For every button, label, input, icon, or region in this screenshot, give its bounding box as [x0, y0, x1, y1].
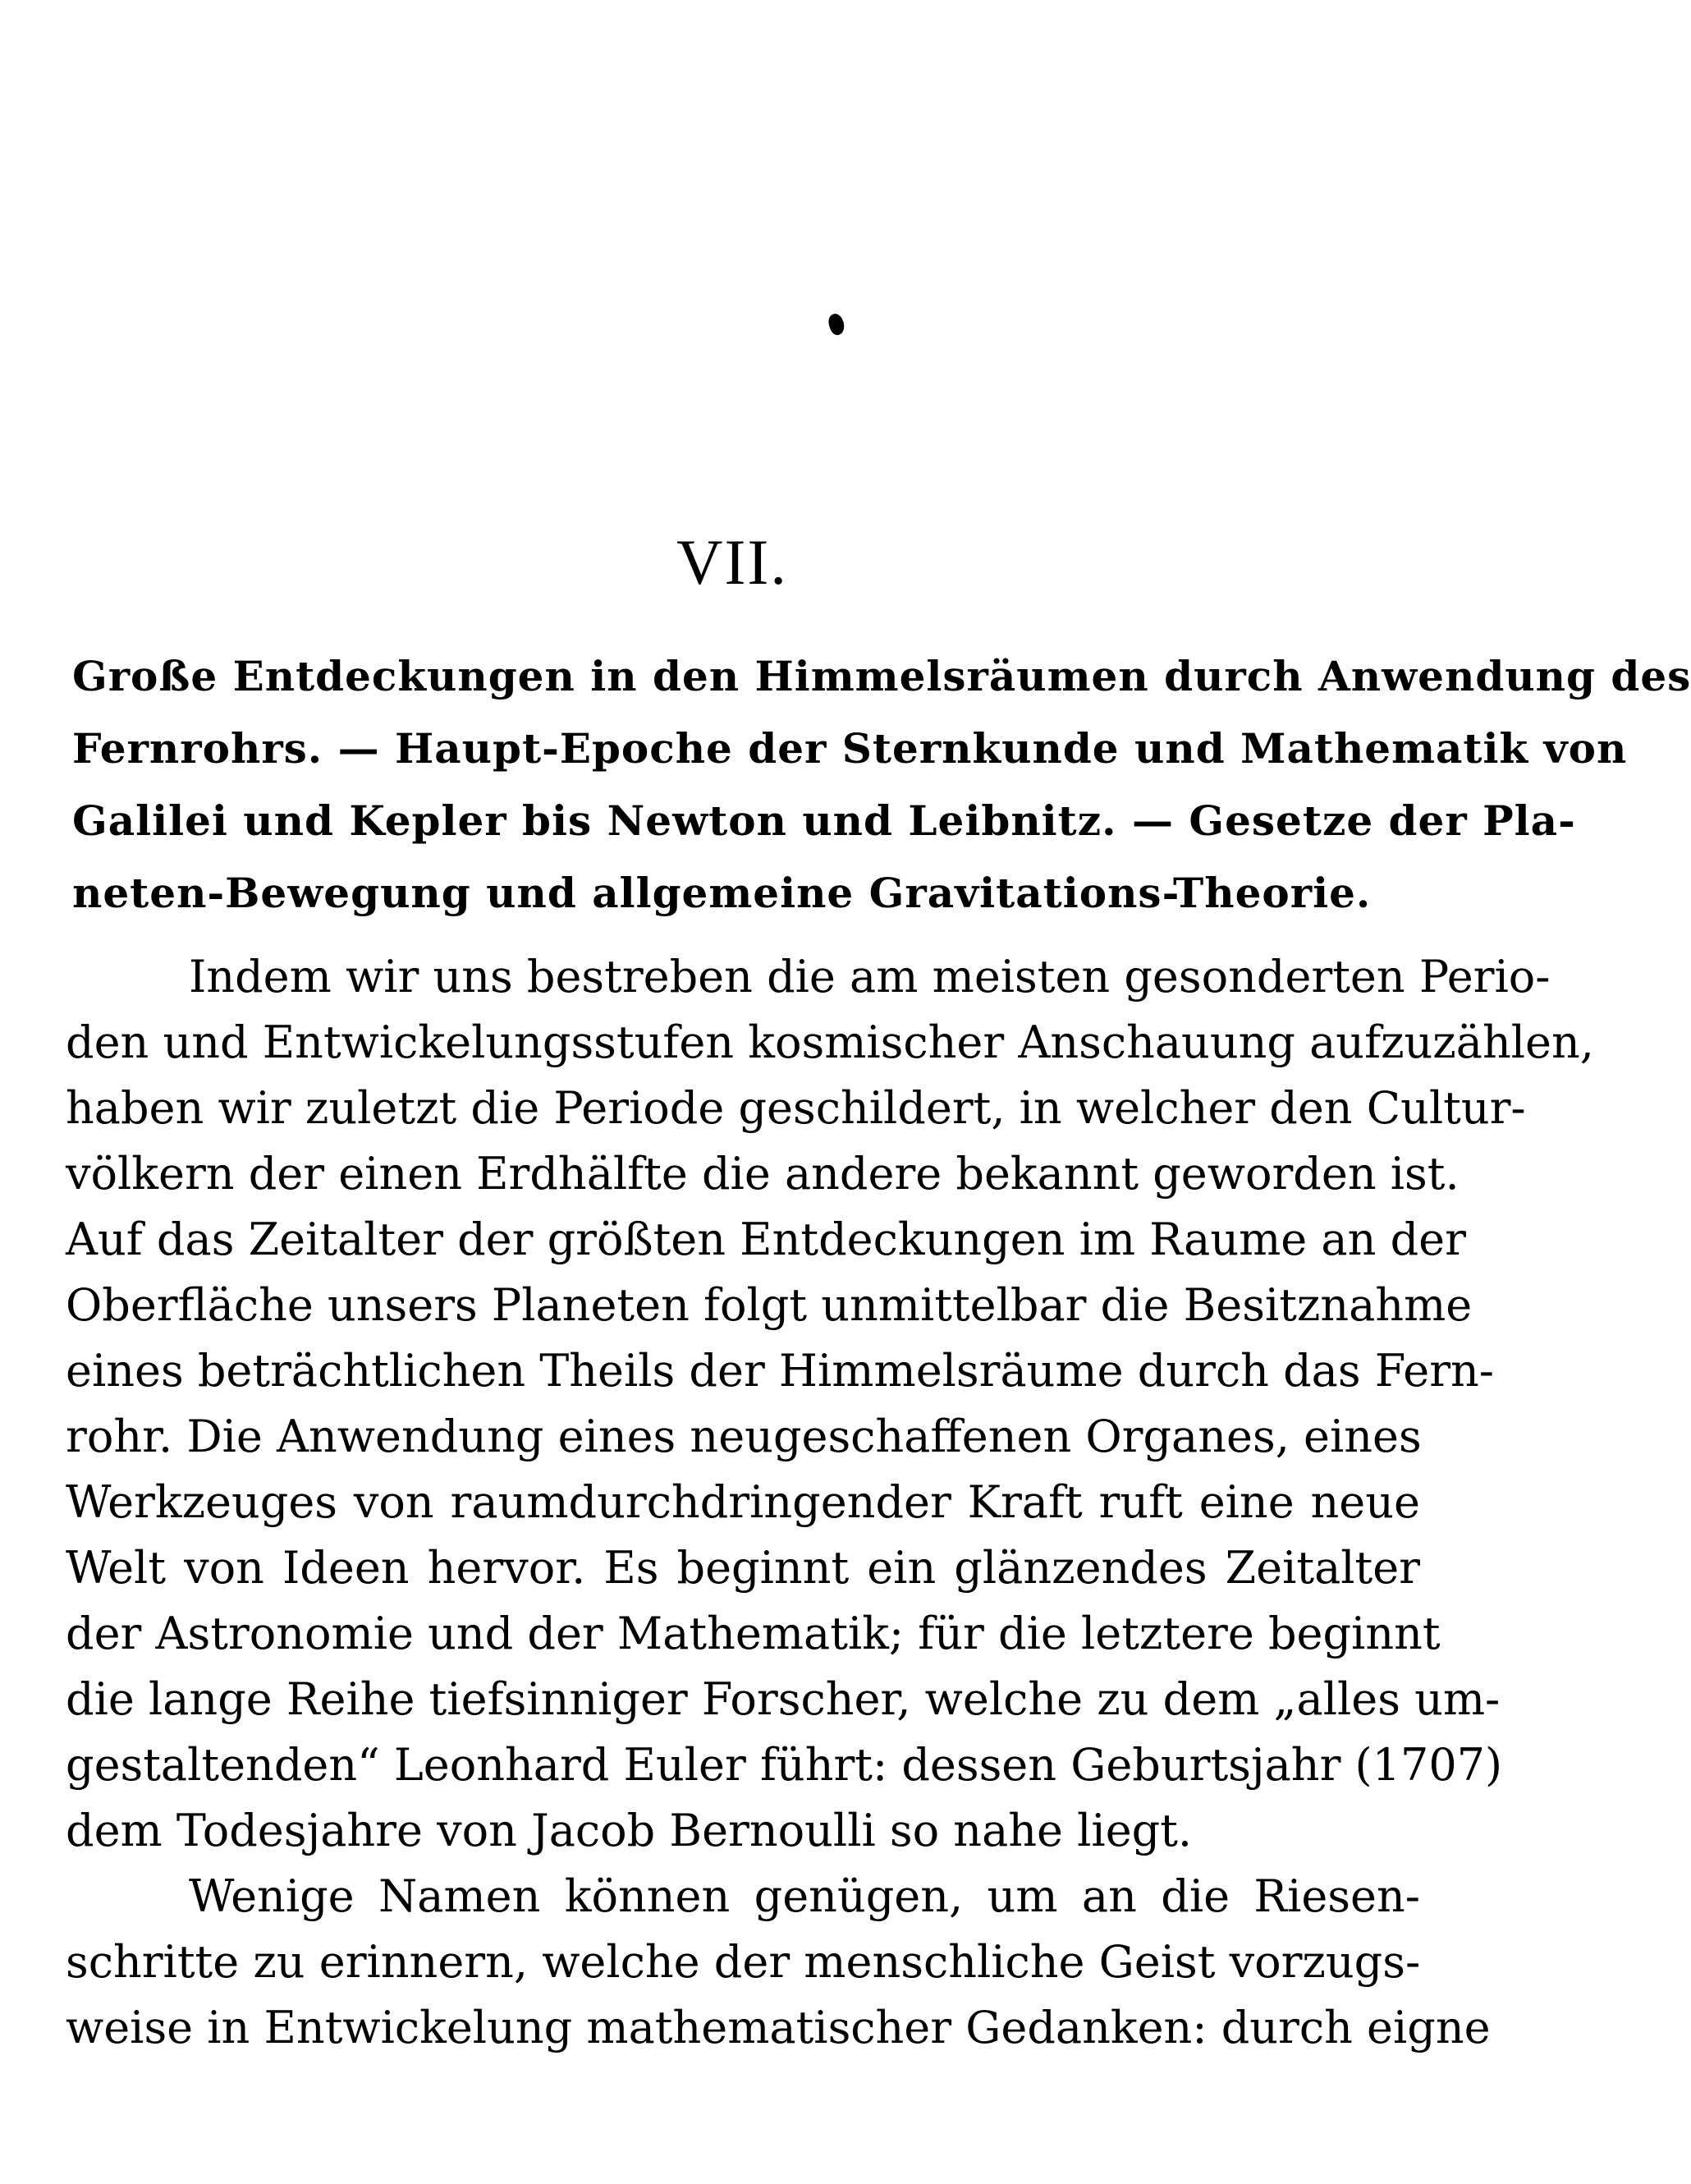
text-line: Welt von Ideen hervor. Es beginnt ein glänzendes Zeitalter [66, 1542, 1420, 1594]
text-line: der Astronomie und der Mathematik; für die letztere beginnt [66, 1608, 1441, 1659]
chapter-number: VII. [676, 526, 788, 598]
text-line: Werkzeuges von raumdurchdringender Kraft ruft eine neue [66, 1476, 1420, 1528]
text-line: gestaltenden“ Leonhard Euler führt: dessen Geburtsjahr (1707) [66, 1739, 1503, 1791]
text-line: Auf das Zeitalter der größten Entdeckungen im Raume an der [66, 1214, 1466, 1265]
ink-speck [826, 312, 847, 337]
summary-line: Fernrohrs. — Haupt-Epoche der Sternkunde und Mathematik von [72, 724, 1628, 773]
text-line: rohr. Die Anwendung eines neugeschaffenen Organes, eines [66, 1411, 1422, 1462]
paragraph-1 [66, 944, 1594, 1864]
text-line: Wenige Namen können genügen, um an die Riesen- [189, 1870, 1420, 1922]
text-line: Oberfläche unsers Planeten folgt unmittelbar die Besitznahme [66, 1279, 1473, 1331]
paragraph-2 [66, 1864, 1491, 2061]
text-line: eines beträchtlichen Theils der Himmelsräume durch das Fern- [66, 1345, 1495, 1397]
text-line: haben wir zuletzt die Periode geschildert, in welcher den Cultur- [66, 1082, 1526, 1134]
text-line: weise in Entwickelung mathematischer Gedanken: durch eigne [66, 2002, 1491, 2053]
text-line: die lange Reihe tiefsinniger Forscher, welche zu dem „alles um- [66, 1673, 1501, 1725]
text-line: völkern der einen Erdhälfte die andere bekannt geworden ist. [66, 1148, 1460, 1200]
text-line: dem Todesjahre von Jacob Bernoulli so nahe liegt. [66, 1805, 1193, 1856]
body-text [66, 944, 1594, 2061]
chapter-summary [72, 640, 1691, 929]
text-line: schritte zu erinnern, welche der menschliche Geist vorzugs- [66, 1936, 1421, 1988]
text-line: den und Entwickelungsstufen kosmischer Anschauung aufzuzählen, [66, 1016, 1594, 1068]
summary-line: neten-Bewegung und allgemeine Gravitations-Theorie. [72, 869, 1372, 917]
summary-line: Galilei und Kepler bis Newton und Leibnitz. — Gesetze der Pla- [72, 796, 1576, 845]
text-line: Indem wir uns bestreben die am meisten gesonderten Perio- [189, 951, 1551, 1003]
summary-line: Große Entdeckungen in den Himmelsräumen durch Anwendung des [72, 652, 1691, 700]
